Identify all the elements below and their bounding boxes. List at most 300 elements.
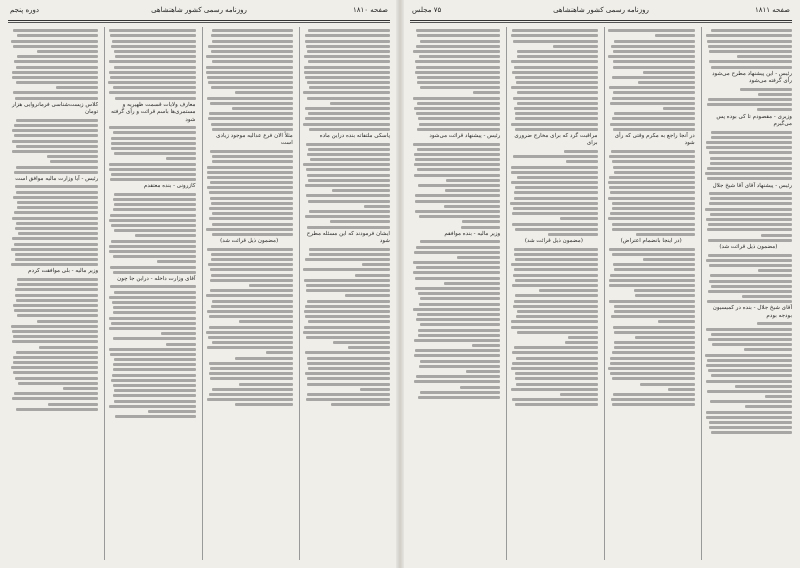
- text-line: [113, 271, 196, 274]
- text-line: [709, 280, 792, 283]
- text-line: [110, 76, 196, 79]
- text-line: [708, 223, 792, 226]
- text-line: [239, 320, 293, 323]
- text-line: [609, 176, 694, 179]
- text-line: [111, 224, 196, 227]
- text-line: [413, 97, 500, 100]
- text-line: [517, 310, 598, 313]
- text-line: [511, 181, 598, 184]
- text-line: [212, 160, 293, 163]
- text-line: [611, 45, 695, 48]
- newspaper-title: روزنامه رسمی کشور شاهنشاهی: [553, 6, 649, 14]
- text-line: [706, 364, 792, 367]
- text-line: [517, 55, 598, 58]
- text-line: [110, 34, 195, 37]
- text-line: [610, 372, 694, 375]
- text-line: [614, 305, 695, 308]
- text-line: [419, 303, 500, 306]
- paragraph-text: رئیس - پیشنهاد قرائت می‌شود: [429, 132, 501, 139]
- text-line: [511, 320, 597, 323]
- text-line: [609, 284, 695, 287]
- text-line: [608, 367, 694, 370]
- text-line: [114, 291, 196, 294]
- text-line: [457, 256, 500, 259]
- text-line: [707, 228, 792, 231]
- text-line: [416, 266, 500, 269]
- text-line: [235, 91, 293, 94]
- text-line: [515, 279, 598, 282]
- text-line: [108, 81, 195, 84]
- text-line: [514, 66, 597, 69]
- text-line: [16, 145, 98, 148]
- text-line: [413, 261, 500, 264]
- text-line: [304, 71, 390, 74]
- text-line: [17, 55, 98, 58]
- text-line: [609, 300, 695, 303]
- text-line: [15, 288, 98, 291]
- text-line: [514, 300, 598, 303]
- text-line: [210, 289, 293, 292]
- text-line: [612, 377, 694, 380]
- text-line: [304, 55, 390, 58]
- text-line: [610, 357, 695, 360]
- text-column: [410, 27, 500, 560]
- text-line: [709, 421, 792, 424]
- text-line: [309, 248, 390, 251]
- text-line: [307, 357, 390, 360]
- text-line: [111, 240, 195, 243]
- text-line: [415, 349, 500, 352]
- text-line: [516, 357, 598, 360]
- text-line: [148, 410, 195, 413]
- text-line: [114, 50, 195, 53]
- text-line: [13, 371, 98, 374]
- text-line: [614, 346, 695, 349]
- text-column: [506, 27, 597, 560]
- text-line: [13, 304, 98, 307]
- text-line: [206, 331, 293, 334]
- text-line: [14, 60, 99, 63]
- text-columns: [410, 27, 792, 560]
- text-line: [419, 123, 500, 126]
- text-line: [472, 344, 500, 347]
- text-line: [612, 253, 695, 256]
- text-line: [13, 335, 99, 338]
- text-line: [512, 71, 597, 74]
- text-line: [709, 264, 792, 267]
- text-line: [16, 408, 98, 411]
- text-line: [306, 194, 390, 197]
- text-line: [211, 258, 293, 261]
- text-line: [709, 50, 792, 53]
- text-line: [663, 107, 695, 110]
- text-column: [604, 27, 695, 560]
- text-line: [332, 189, 390, 192]
- text-line: [305, 258, 390, 261]
- text-line: [209, 362, 293, 365]
- newspaper-title: روزنامه رسمی کشور شاهنشاهی: [151, 6, 247, 14]
- text-line: [744, 348, 792, 351]
- text-line: [706, 411, 792, 414]
- text-line: [711, 66, 792, 69]
- text-line: [303, 268, 390, 271]
- text-line: [473, 91, 500, 94]
- text-line: [113, 363, 195, 366]
- text-line: [308, 179, 390, 182]
- text-line: [211, 305, 292, 308]
- text-line: [50, 160, 99, 163]
- text-line: [706, 380, 792, 383]
- text-line: [15, 227, 98, 230]
- text-line: [511, 34, 598, 37]
- text-line: [610, 123, 694, 126]
- paragraph-text: در آنجا راجع به مکرم وقتی که رأی شود: [614, 132, 695, 147]
- text-line: [613, 50, 695, 53]
- text-line: [304, 66, 390, 69]
- paragraph-text: وزیر مالیه - بنده موافقم: [444, 230, 501, 237]
- text-line: [420, 240, 500, 243]
- text-line: [706, 146, 792, 149]
- text-line: [415, 60, 500, 63]
- text-line: [517, 102, 598, 105]
- text-line: [705, 208, 792, 211]
- text-line: [308, 367, 390, 370]
- text-line: [110, 285, 196, 288]
- text-line: [109, 327, 196, 330]
- text-line: [166, 157, 196, 160]
- text-line: [515, 294, 598, 297]
- text-line: [414, 354, 500, 357]
- text-line: [560, 393, 598, 396]
- text-line: [17, 283, 99, 286]
- text-line: [232, 107, 293, 110]
- text-line: [710, 197, 792, 200]
- text-line: [635, 336, 694, 339]
- text-line: [12, 150, 98, 153]
- text-line: [510, 202, 597, 205]
- text-line: [16, 299, 98, 302]
- text-line: [109, 29, 196, 32]
- text-line: [515, 112, 597, 115]
- text-line: [212, 388, 292, 391]
- text-line: [17, 314, 98, 317]
- text-line: [416, 66, 500, 69]
- text-line: [655, 34, 695, 37]
- text-line: [707, 177, 792, 180]
- text-line: [708, 45, 792, 48]
- text-line: [517, 91, 598, 94]
- text-line: [711, 374, 792, 377]
- text-line: [166, 343, 196, 346]
- text-line: [512, 362, 598, 365]
- text-line: [208, 263, 293, 266]
- right-page: [402, 0, 800, 568]
- text-line: [612, 403, 695, 406]
- text-line: [307, 174, 390, 177]
- text-line: [420, 40, 500, 43]
- text-line: [711, 136, 792, 139]
- text-line: [111, 147, 195, 150]
- text-line: [305, 76, 390, 79]
- text-line: [708, 369, 792, 372]
- text-line: [514, 248, 597, 251]
- text-line: [114, 389, 196, 392]
- text-line: [210, 279, 292, 282]
- text-line: [112, 40, 196, 43]
- text-line: [708, 239, 792, 242]
- text-line: [212, 128, 293, 131]
- text-line: [309, 253, 390, 256]
- text-line: [418, 334, 501, 337]
- text-line: [640, 383, 695, 386]
- text-line: [308, 112, 390, 115]
- text-line: [708, 290, 792, 293]
- paragraph-text: (مضمون ذیل قرائت شد): [220, 238, 279, 245]
- text-line: [515, 372, 598, 375]
- text-line: [636, 233, 695, 236]
- text-line: [17, 278, 98, 281]
- text-line: [207, 176, 293, 179]
- text-line: [635, 294, 695, 297]
- text-line: [206, 55, 293, 58]
- text-line: [609, 279, 695, 282]
- text-line: [113, 394, 195, 397]
- text-line: [109, 126, 195, 129]
- text-line: [13, 45, 98, 48]
- text-line: [14, 124, 99, 127]
- text-line: [613, 128, 695, 131]
- text-line: [330, 102, 390, 105]
- text-line: [111, 45, 196, 48]
- text-line: [209, 326, 292, 329]
- text-line: [308, 148, 390, 151]
- text-line: [514, 197, 597, 200]
- text-line: [516, 315, 598, 318]
- text-line: [307, 226, 390, 229]
- text-line: [417, 313, 500, 316]
- text-line: [111, 379, 196, 382]
- text-line: [14, 211, 98, 214]
- page-header: [412, 6, 790, 18]
- text-line: [109, 91, 195, 94]
- text-line: [37, 50, 98, 53]
- text-line: [444, 205, 501, 208]
- text-line: [235, 357, 293, 360]
- text-line: [348, 346, 390, 349]
- text-line: [515, 186, 597, 189]
- text-line: [415, 210, 501, 213]
- text-line: [206, 71, 292, 74]
- text-line: [466, 370, 501, 373]
- text-line: [11, 40, 98, 43]
- text-line: [710, 162, 792, 165]
- text-line: [207, 166, 293, 169]
- text-line: [707, 300, 792, 303]
- text-line: [609, 248, 695, 251]
- text-line: [418, 117, 501, 120]
- text-line: [413, 308, 500, 311]
- text-line: [515, 377, 597, 380]
- text-line: [613, 263, 695, 266]
- text-line: [212, 29, 293, 32]
- text-line: [539, 289, 598, 292]
- text-line: [206, 228, 293, 231]
- text-line: [418, 184, 500, 187]
- text-line: [212, 300, 293, 303]
- text-line: [310, 158, 390, 161]
- text-line: [113, 86, 196, 89]
- text-line: [513, 155, 597, 158]
- text-line: [460, 386, 500, 389]
- text-line: [517, 50, 598, 53]
- text-line: [308, 320, 390, 323]
- text-line: [737, 55, 792, 58]
- text-line: [207, 398, 293, 401]
- text-line: [608, 217, 695, 220]
- text-line: [13, 29, 99, 32]
- text-line: [416, 318, 500, 321]
- text-line: [15, 185, 99, 188]
- text-line: [212, 155, 293, 158]
- text-line: [608, 181, 695, 184]
- text-line: [511, 60, 598, 63]
- text-line: [206, 294, 293, 297]
- text-line: [212, 40, 293, 43]
- text-line: [416, 375, 500, 378]
- text-line: [209, 207, 292, 210]
- text-line: [706, 328, 792, 331]
- text-line: [208, 336, 293, 339]
- session-label: ۷۵ مجلس: [412, 6, 442, 14]
- paragraph-text: وزیری - مقصودم تا کی بوده پس می‌گیرم: [716, 113, 792, 128]
- text-line: [512, 398, 598, 401]
- text-line: [304, 279, 390, 282]
- text-line: [14, 243, 98, 246]
- text-line: [211, 202, 293, 205]
- text-line: [512, 29, 598, 32]
- text-columns: [8, 27, 390, 560]
- text-line: [114, 152, 195, 155]
- paragraph-text: وزیر مالیه - بلی موافقت کردم: [28, 268, 99, 275]
- text-line: [612, 160, 695, 163]
- text-line: [710, 400, 792, 403]
- text-line: [612, 202, 694, 205]
- paragraph-text: ایشان فرمودند که این مسئله مطرح شود: [306, 230, 390, 245]
- text-line: [612, 207, 695, 210]
- text-line: [210, 197, 293, 200]
- text-line: [511, 388, 598, 391]
- text-line: [211, 86, 293, 89]
- text-line: [610, 212, 695, 215]
- text-line: [111, 322, 196, 325]
- text-line: [307, 153, 390, 156]
- header-rule: [410, 20, 792, 23]
- text-line: [512, 212, 598, 215]
- text-line: [209, 191, 293, 194]
- text-line: [113, 311, 195, 314]
- text-line: [114, 193, 195, 196]
- text-line: [513, 40, 597, 43]
- text-line: [111, 137, 196, 140]
- header-rule: [8, 20, 390, 23]
- text-line: [608, 197, 695, 200]
- text-line: [758, 93, 792, 96]
- text-line: [512, 351, 597, 354]
- text-line: [209, 393, 293, 396]
- text-line: [16, 119, 98, 122]
- page-number: صفحه ۱۸۱۱: [754, 6, 790, 14]
- text-line: [634, 289, 695, 292]
- text-line: [113, 208, 195, 211]
- text-line: [612, 97, 695, 100]
- text-line: [638, 81, 695, 84]
- paragraph-text: (مضمون ذیل قرائت شد): [524, 238, 583, 245]
- text-line: [306, 168, 390, 171]
- text-line: [710, 157, 792, 160]
- text-line: [110, 266, 196, 269]
- text-line: [207, 346, 293, 349]
- text-line: [12, 71, 98, 74]
- text-line: [306, 284, 390, 287]
- text-line: [706, 141, 792, 144]
- text-line: [206, 66, 293, 69]
- paragraph-text: کلاس زیست‌شناسی فرمانروایی هزار تومان: [12, 101, 99, 116]
- paragraph-text: معارف ولایات قسمت ظهیریه و مستمری‌ها باسم قرائت و رأی گرفته شود: [111, 101, 196, 123]
- text-column: [104, 27, 195, 560]
- text-line: [515, 117, 598, 120]
- text-line: [710, 213, 792, 216]
- text-line: [305, 107, 390, 110]
- text-line: [416, 29, 501, 32]
- text-line: [18, 382, 98, 385]
- paragraph-text: مراقبت گرد که برای مخارج ضروری برای: [514, 132, 598, 147]
- text-column: [701, 27, 792, 560]
- text-line: [612, 351, 695, 354]
- text-line: [307, 97, 390, 100]
- text-line: [307, 393, 390, 396]
- text-line: [211, 253, 293, 256]
- text-line: [212, 60, 293, 63]
- text-line: [210, 150, 293, 153]
- text-line: [761, 234, 792, 237]
- text-line: [211, 274, 293, 277]
- text-line: [112, 301, 196, 304]
- text-line: [418, 292, 500, 295]
- paragraph-text: پاسکی ملتفاته بنده دراین ماده: [319, 132, 390, 139]
- text-line: [414, 339, 500, 342]
- text-line: [414, 153, 501, 156]
- text-line: [553, 45, 598, 48]
- text-line: [708, 254, 792, 257]
- text-line: [613, 166, 695, 169]
- text-line: [208, 117, 293, 120]
- text-line: [614, 171, 695, 174]
- text-line: [305, 351, 390, 354]
- text-line: [514, 346, 598, 349]
- text-line: [109, 250, 195, 253]
- text-line: [416, 112, 500, 115]
- text-line: [63, 387, 98, 390]
- text-line: [47, 155, 98, 158]
- text-line: [16, 191, 99, 194]
- text-line: [212, 212, 293, 215]
- text-line: [307, 383, 390, 386]
- text-line: [709, 202, 792, 205]
- paragraph-text: آقای وزارت داخله - دراین جا چون: [117, 275, 196, 282]
- text-line: [668, 388, 695, 391]
- text-line: [414, 174, 500, 177]
- text-line: [48, 403, 98, 406]
